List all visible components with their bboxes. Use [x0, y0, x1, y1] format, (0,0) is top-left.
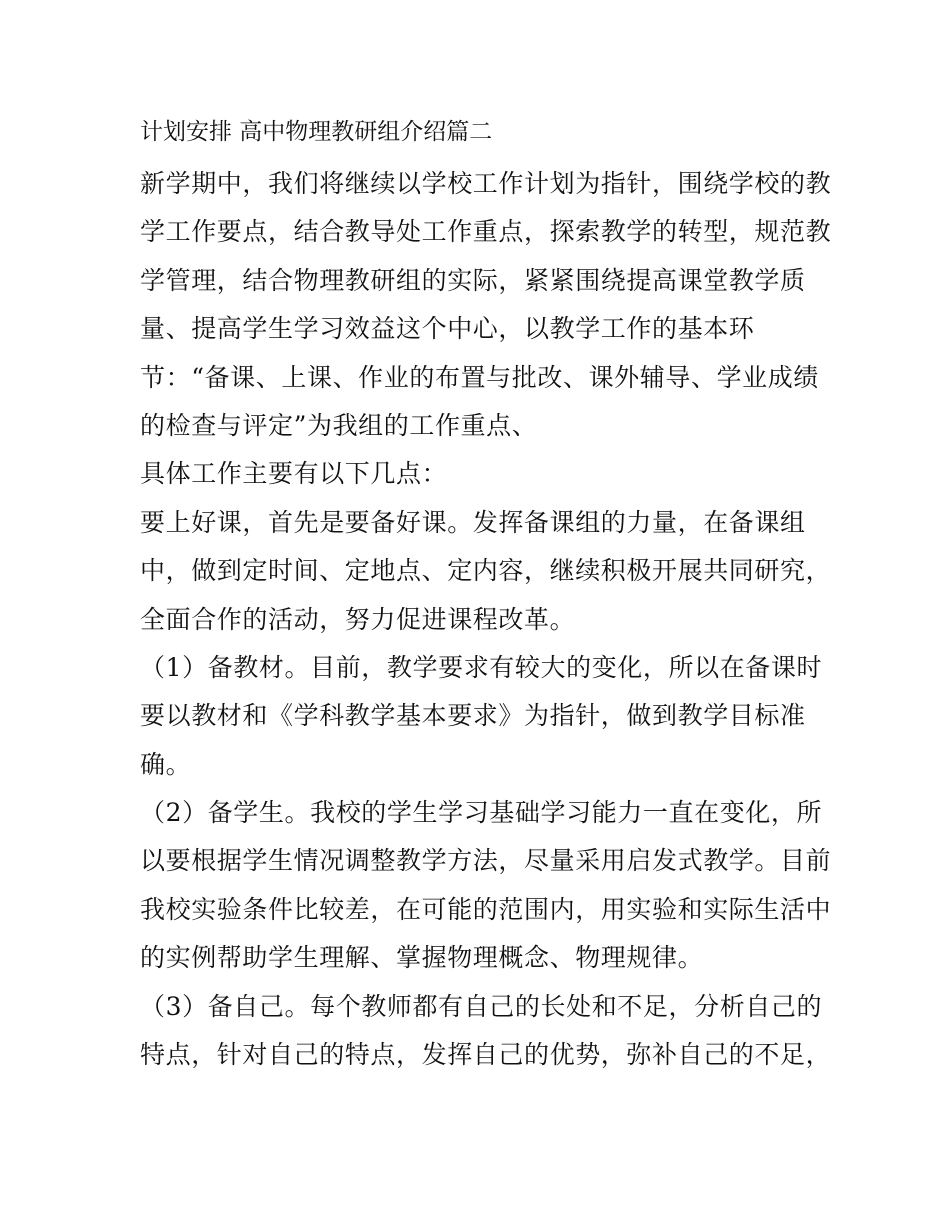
text-line: 要以教材和《学科教学基本要求》为指针，做到教学目标准	[140, 701, 806, 731]
text-line: 新学期中，我们将继续以学校工作计划为指针，围绕学校的教	[140, 169, 832, 198]
text-line: 的实例帮助学生理解、掌握物理概念、物理规律。	[140, 943, 704, 973]
text-line: （2）备学生。我校的学生学习基础学习能力一直在变化，所	[140, 798, 823, 828]
text-line: （3）备自己。每个教师都有自己的长处和不足，分析自己的	[140, 991, 823, 1021]
text-line: 学管理，结合物理教研组的实际，紧紧围绕提高课堂教学质	[140, 265, 806, 295]
text-line: 具体工作主要有以下几点：	[140, 459, 448, 489]
text-line: 的检查与评定”为我组的工作重点、	[140, 410, 538, 440]
text-line: 学工作要点，结合教导处工作重点，探索教学的转型，规范教	[140, 217, 832, 247]
document-title: 计划安排 高中物理教研组介绍篇二	[140, 119, 493, 145]
document-body	[140, 160, 832, 1079]
text-line: （1）备教材。目前，教学要求有较大的变化，所以在备课时	[140, 652, 823, 682]
text-line: 以要根据学生情况调整教学方法，尽量采用启发式教学。目前	[140, 846, 832, 876]
text-line: 确。	[140, 749, 192, 779]
text-line: 中，做到定时间、定地点、定内容，继续积极开展共同研究，	[140, 556, 832, 586]
text-line: 节：“备课、上课、作业的布置与批改、课外辅导、学业成绩	[140, 362, 819, 392]
text-line: 我校实验条件比较差，在可能的范围内，用实验和实际生活中	[140, 894, 832, 924]
text-line: 特点，针对自己的特点，发挥自己的优势，弥补自己的不足，	[140, 1040, 832, 1070]
text-line: 要上好课，首先是要备好课。发挥备课组的力量，在备课组	[140, 507, 806, 537]
text-line: 全面合作的活动，努力促进课程改革。	[140, 604, 576, 634]
text-line: 量、提高学生学习效益这个中心，以教学工作的基本环	[140, 314, 755, 344]
